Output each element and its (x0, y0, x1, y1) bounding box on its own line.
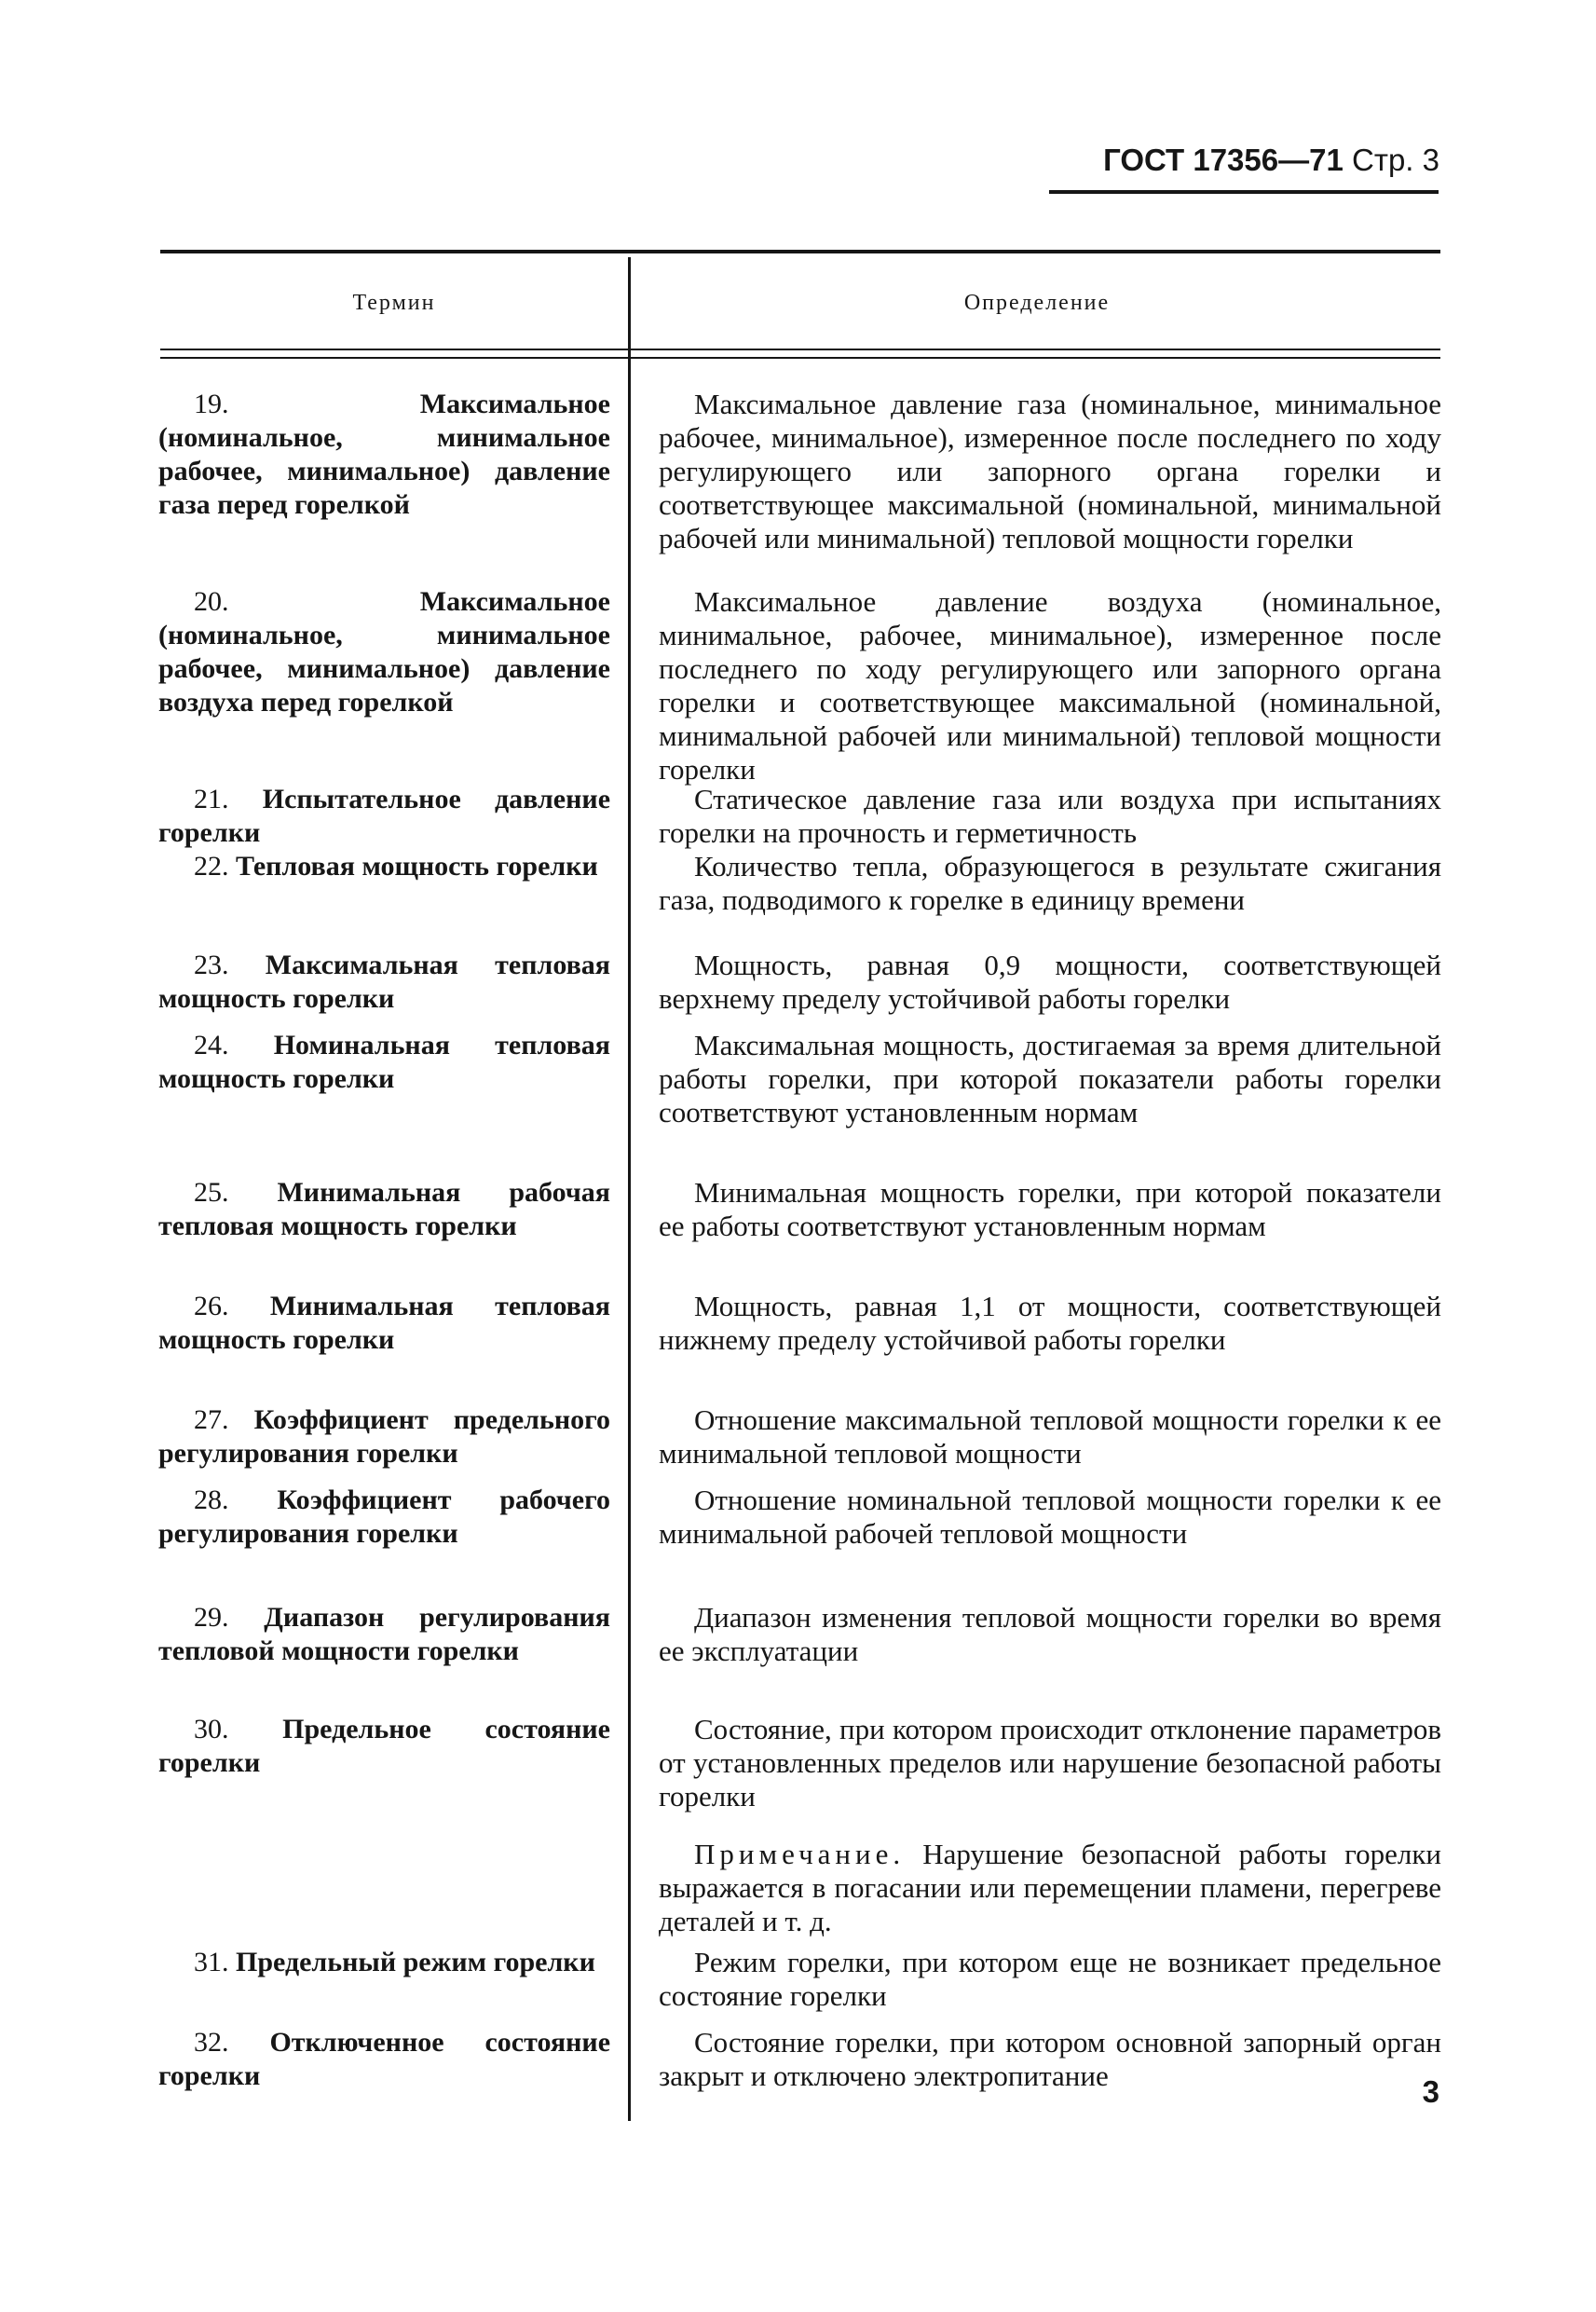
column-header-term: Термин (352, 291, 436, 315)
definition-text: Режим горелки, при котором еще не возникает предельное состояние горелки (659, 1946, 1441, 2012)
term-cell (158, 1029, 610, 1096)
definition-cell (659, 1484, 1441, 1551)
term-cell (158, 1713, 610, 1780)
definition-text: Диапазон изменения тепловой мощности горелки во время ее эксплуатации (659, 1601, 1441, 1667)
term-number: 27. (194, 1404, 229, 1435)
term-number: 24. (194, 1030, 229, 1060)
term-text: Максимальная тепловая мощность горелки (158, 950, 611, 1014)
term-number: 30. (194, 1714, 229, 1744)
term-cell (158, 2026, 610, 2093)
definition-text: Максимальное давление воздуха (номинальное, минимальное, рабочее, минимальное), измеренное после последнего по ходу регулирующего или запорного органа горелки и соответствующее максимальной (номинальной, минимальной рабочей или минимальной) тепловой мощности горелки (659, 585, 1441, 786)
page-label: Стр. 3 (1352, 143, 1439, 177)
term-cell (158, 1946, 610, 1979)
note (659, 1838, 1441, 1938)
definition-cell (659, 1713, 1441, 1938)
term-cell (158, 949, 610, 1016)
header-rule (160, 349, 1440, 350)
definition-cell (659, 949, 1441, 1016)
definition-cell (659, 388, 1441, 555)
term-cell (158, 1484, 610, 1551)
term-text: Коэффициент предельного регулирования горелки (158, 1404, 611, 1469)
term-text: Максимальное (номинальное, минимальное рабочее, минимальное) давление газа перед горелкой (158, 389, 610, 520)
term-number: 22. (194, 851, 229, 882)
page-header (1103, 142, 1439, 179)
term-cell (158, 585, 610, 719)
term-text: Тепловая мощность горелки (236, 851, 598, 882)
definition-text: Состояние, при котором происходит отклонение параметров от установленных пределов или нарушение безопасной работы горелки (659, 1713, 1441, 1813)
term-cell (158, 1176, 610, 1243)
definition-text: Минимальная мощность горелки, при которой показатели ее работы соответствуют установленным нормам (659, 1176, 1441, 1242)
term-number: 32. (194, 2027, 229, 2058)
definition-cell (659, 585, 1441, 787)
term-text: Номинальная тепловая мощность горелки (158, 1030, 610, 1094)
term-number: 19. (194, 389, 229, 419)
note-text: Нарушение безопасной работы горелки выражается в погасании или перемещении пламени, перегреве деталей и т. д. (659, 1838, 1442, 1937)
term-text: Диапазон регулирования тепловой мощности горелки (158, 1602, 610, 1666)
definition-text: Отношение номинальной тепловой мощности горелки к ее минимальной рабочей тепловой мощности (659, 1484, 1441, 1550)
standard-code: ГОСТ 17356—71 (1103, 143, 1344, 177)
term-text: Максимальное (номинальное, минимальное рабочее, минимальное) давление воздуха перед горелкой (158, 586, 610, 718)
term-cell (158, 1403, 610, 1471)
term-number: 25. (194, 1177, 229, 1208)
definition-text: Статическое давление газа или воздуха при испытаниях горелки на прочность и герметичность (659, 783, 1441, 849)
definition-cell (659, 850, 1441, 917)
term-number: 28. (194, 1484, 229, 1515)
column-divider (628, 257, 631, 2121)
definition-cell (659, 1601, 1441, 1668)
definition-cell (659, 1290, 1441, 1357)
term-cell (158, 1601, 610, 1668)
term-cell (158, 783, 610, 850)
definition-cell (659, 1029, 1441, 1129)
column-header-definition: Определение (963, 291, 1111, 315)
term-cell (158, 1290, 610, 1357)
note-label: Примечание. (694, 1838, 906, 1870)
term-number: 26. (194, 1291, 229, 1321)
definition-text: Отношение максимальной тепловой мощности горелки к ее минимальной тепловой мощности (659, 1403, 1441, 1470)
header-rule (160, 357, 1440, 359)
definition-text: Максимальное давление газа (номинальное, минимальное рабочее, минимальное), измеренное после последнего по ходу регулирующего или запорного органа горелки и соответствующее максимальной (номинальной, минимальной рабочей или минимальной) тепловой мощности горелки (659, 388, 1441, 554)
page-number: 3 (1422, 2074, 1439, 2109)
term-number: 21. (194, 784, 229, 814)
header-underline (1049, 190, 1439, 194)
definition-cell (659, 1946, 1441, 2013)
term-text: Испытательное давление горелки (158, 784, 611, 848)
term-text: Коэффициент рабочего регулирования горелки (158, 1484, 610, 1549)
term-number: 31. (194, 1947, 229, 1977)
term-cell (158, 388, 610, 522)
table-top-rule (160, 250, 1440, 253)
definition-text: Мощность, равная 0,9 мощности, соответствующей верхнему пределу устойчивой работы горелки (659, 949, 1441, 1015)
definition-text: Состояние горелки, при котором основной запорный орган закрыт и отключено электропитание (659, 2026, 1441, 2092)
definition-text: Максимальная мощность, достигаемая за время длительной работы горелки, при которой показатели работы горелки соответствуют установленным нормам (659, 1029, 1441, 1129)
definition-cell (659, 2026, 1441, 2093)
term-cell (158, 850, 610, 883)
term-text: Минимальная тепловая мощность горелки (158, 1291, 611, 1355)
definition-text: Количество тепла, образующегося в результате сжигания газа, подводимого к горелке в единицу времени (659, 850, 1441, 916)
definition-cell (659, 1403, 1441, 1471)
term-text: Предельное состояние горелки (158, 1714, 610, 1778)
term-text: Отключенное состояние горелки (158, 2027, 611, 2091)
term-number: 29. (194, 1602, 229, 1633)
term-text: Минимальная рабочая тепловая мощность горелки (158, 1177, 610, 1241)
term-number: 23. (194, 950, 229, 980)
definition-cell (659, 1176, 1441, 1243)
definition-text: Мощность, равная 1,1 от мощности, соответствующей нижнему пределу устойчивой работы горелки (659, 1290, 1441, 1356)
definition-cell (659, 783, 1441, 850)
term-number: 20. (194, 586, 229, 617)
term-text: Предельный режим горелки (236, 1947, 595, 1977)
